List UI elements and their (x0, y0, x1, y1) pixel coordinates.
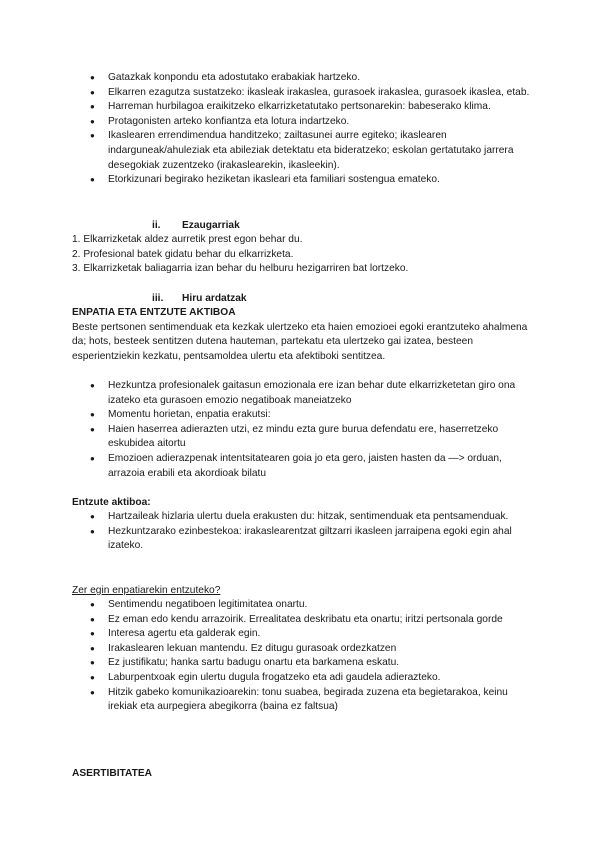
list-item: 3. Elkarrizketak baliagarria izan behar du helburu hezigarriren bat lortzeko. (72, 263, 409, 275)
list-item: ● Laburpentxoak egin ulertu dugula frogatzeko eta adi gaudela adierazteko. (108, 671, 538, 686)
list-item: ● Etorkizunari begirako heziketan ikasleari eta familiari sostengua emateko. (108, 173, 538, 188)
list-item: ● Emozioen adierazpenak intentsitatearen goia jo eta gero, jaisten hasten da —> orduan, arrazoia erabili eta akordioak bilatu (108, 452, 538, 481)
list-item: ● Hezkuntza profesionalek gaitasun emozionala ere izan behar dute elkarrizketetan giro ona izateko eta gurasoen emozio negatiboak maneiatzeko (108, 379, 538, 408)
entzute-list (108, 510, 538, 554)
list-item: ● Haien haserrea adierazten utzi, ez mindu ezta gure burua defendatu ere, haserretzeko eskubidea aitortu (108, 423, 538, 452)
entzute-title: Entzute aktiboa: (72, 497, 151, 508)
list-item: ● Irakaslearen lekuan mantendu. Ez ditugu gurasoak ordezkatzen (108, 642, 538, 657)
section-ii-heading (152, 219, 240, 234)
list-item: 2. Profesional batek gidatu behar du elkarrizketa. (72, 248, 294, 260)
section-title: Ezaugarriak (182, 220, 240, 231)
section-number: ii. (152, 220, 161, 231)
list-item: ● Sentimendu negatiboen legitimitatea onartu. (108, 598, 538, 613)
list-item: ● Interesa agertu eta galderak egin. (108, 627, 538, 642)
criteria-list (72, 233, 542, 277)
list-item: ● Harreman hurbilagoa eraikitzeko elkarrizketatutako pertsonarekin: babeserako klima. (108, 100, 538, 115)
list-item: ● Elkarren ezagutza sustatzeko: ikasleak irakaslea, gurasoek irakaslea, gurasoek ikaslea, etab. (108, 86, 538, 101)
section-iii-heading (152, 292, 247, 307)
list-item: ● Hartzaileak hizlaria ulertu duela erakusten du: hitzak, sentimenduak eta pentsamenduak. (108, 510, 538, 525)
list-item: 1. Elkarrizketak aldez aurretik prest egon behar du. (72, 234, 303, 245)
purpose-list (108, 71, 538, 188)
zer-egin-list (108, 598, 538, 715)
list-item: ● Momentu horietan, enpatia erakutsi: (108, 408, 538, 423)
enpatia-title: ENPATIA ETA ENTZUTE AKTIBOA (72, 307, 236, 318)
list-item: ● Ikaslearen errendimendua handitzeko; zailtasunei aurre egiteko; ikaslearen indarguneak/ahuleziak eta abileziak detektatu eta bideratzeko; eskolan gertatutako jarrera desegokiak zuzentzeko (irakaslearekin, ikasleekin). (108, 129, 538, 173)
enpatia-section (72, 306, 542, 364)
enpatia-paragraph: Beste pertsonen sentimenduak eta kezkak ulertzeko eta haien emozioei egoki erantzuteko ahalmena da; hots, besteek sentitzen dutena hauteman, partekatu eta ulertzeko gai izatea, besteen esperientziekin kezkatu, pentsamoldea ulertu eta afektiboki sentitzea. (72, 321, 528, 362)
list-item: ● Protagonisten arteko konfiantza eta lotura indartzeko. (108, 115, 538, 130)
list-item: ● Ez justifikatu; hanka sartu badugu onartu eta barkamena eskatu. (108, 656, 538, 671)
list-item: ● Ez eman edo kendu arrazoirik. Errealitatea deskribatu eta onartu; iritzi pertsonala gorde (108, 613, 538, 628)
zer-egin-title: Zer egin enpatiarekin entzuteko? (72, 585, 221, 596)
list-item: ● Gatazkak konpondu eta adostutako erabakiak hartzeko. (108, 71, 538, 86)
asertibitatea-title: ASERTIBITATEA (72, 768, 152, 779)
section-number: iii. (152, 293, 164, 304)
enpatia-list (108, 379, 538, 481)
list-item: ● Hezkuntzarako ezinbestekoa: irakaslearentzat giltzarri ikasleen jarraipena egoki egin ahal izateko. (108, 525, 538, 554)
section-title: Hiru ardatzak (182, 293, 247, 304)
list-item: ● Hitzik gabeko komunikazioarekin: tonu suabea, begirada zuzena eta begietarakoa, keinu irekiak eta aurpegiera abegikorra (baina ez faltsua) (108, 686, 538, 715)
